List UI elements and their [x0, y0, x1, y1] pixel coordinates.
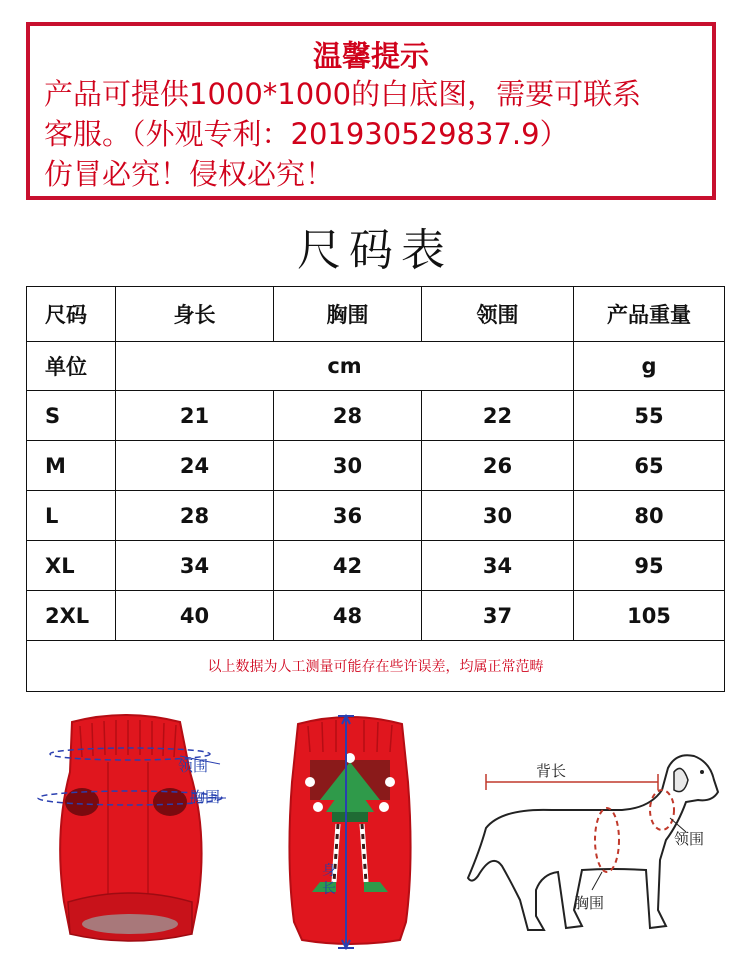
size-cell: XL	[27, 541, 116, 591]
chest-cell: 28	[274, 391, 422, 441]
sweater-front-image	[30, 712, 230, 950]
neck-cell: 34	[422, 541, 574, 591]
weight-cell: 55	[574, 391, 725, 441]
unit-length: cm	[116, 342, 574, 391]
table-row	[27, 391, 725, 441]
header-body-length: 身长	[116, 287, 274, 342]
header-size: 尺码	[27, 287, 116, 342]
notice-box	[26, 22, 716, 200]
chest-cell: 30	[274, 441, 422, 491]
table-row	[27, 441, 725, 491]
table-row	[27, 541, 725, 591]
unit-weight: g	[574, 342, 725, 391]
body-length-cell: 34	[116, 541, 274, 591]
dog-chest-label: 胸围	[574, 894, 605, 912]
header-chest: 胸围	[274, 287, 422, 342]
body-length-cell: 24	[116, 441, 274, 491]
size-table	[26, 286, 725, 692]
size-table-unit-row	[27, 342, 725, 391]
neck-cell: 26	[422, 441, 574, 491]
notice-line-1: 产品可提供1000*1000的白底图，需要可联系	[44, 77, 642, 111]
neck-cell: 30	[422, 491, 574, 541]
size-cell: M	[27, 441, 116, 491]
size-table-header-row	[27, 287, 725, 342]
notice-line-3: 仿冒必究！侵权必究！	[44, 157, 335, 191]
body-length-cell: 40	[116, 591, 274, 641]
header-weight: 产品重量	[574, 287, 725, 342]
header-neck: 领围	[422, 287, 574, 342]
size-cell: 2XL	[27, 591, 116, 641]
size-chart-title: 尺码表	[297, 225, 453, 276]
unit-label: 单位	[27, 342, 116, 391]
notice-line-2: 客服。（外观专利：201930529837.9）	[44, 117, 569, 151]
body-length-cell: 28	[116, 491, 274, 541]
table-row	[27, 591, 725, 641]
dog-measurement-diagram	[462, 750, 724, 950]
measurement-note: 以上数据为人工测量可能存在些许误差，均属正常范畴	[27, 641, 725, 692]
chest-cell: 36	[274, 491, 422, 541]
neck-cell: 37	[422, 591, 574, 641]
body-length-cell: 21	[116, 391, 274, 441]
chest-cell: 42	[274, 541, 422, 591]
size-cell: S	[27, 391, 116, 441]
front-chest-label: 胸围	[190, 788, 221, 806]
weight-cell: 65	[574, 441, 725, 491]
notice-title: 温馨提示	[312, 39, 429, 73]
weight-cell: 105	[574, 591, 725, 641]
dog-back-length-label: 背长	[536, 762, 567, 780]
size-cell: L	[27, 491, 116, 541]
table-row	[27, 491, 725, 541]
weight-cell: 80	[574, 491, 725, 541]
size-table-note-row	[27, 641, 725, 692]
front-neck-label: 领围	[178, 757, 209, 775]
back-length-label: 身长	[322, 863, 336, 897]
weight-cell: 95	[574, 541, 725, 591]
chest-cell: 48	[274, 591, 422, 641]
sweater-back-image	[280, 712, 420, 950]
neck-cell: 22	[422, 391, 574, 441]
dog-neck-label: 领围	[674, 830, 705, 848]
